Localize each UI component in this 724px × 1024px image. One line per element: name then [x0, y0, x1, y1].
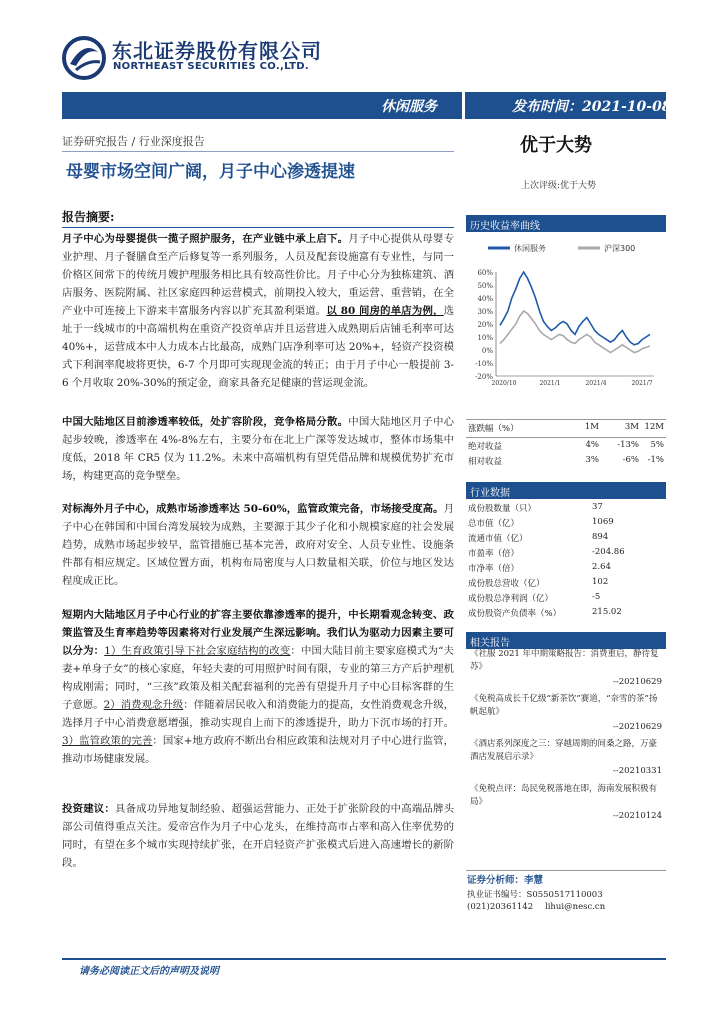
industry-data-label: 成份股资产负债率（%）	[468, 609, 562, 619]
y-tick-label: 50%	[477, 282, 493, 290]
perf-cell: 绝对收益	[468, 442, 503, 452]
x-tick-label: 2021/1	[539, 380, 561, 387]
chart-legend	[488, 243, 635, 253]
perf-cell: -6%	[622, 455, 639, 465]
p2-text: 中国大陆地区月子中心起步较晚，渗透率在 4%-8%左右，主要分布在北上广深等发达城市，整体市场集中度低，2018 年 CR5 仅为 11.2%。未来中高端机构有望凭借品牌和规模优势扩充市场，构建更高的竞争壁垒。	[62, 416, 455, 482]
report-type: 证券研究报告 / 行业深度报告	[62, 135, 205, 148]
perf-header-cell: 1M	[584, 422, 599, 432]
perf-header-cell: 3M	[624, 422, 639, 432]
industry-data-value: 894	[592, 532, 609, 542]
p1-text-b: 选址于一线城市的中高端机构在重资产投资单店并且运营进入成熟期后店铺毛利率可达 40%+，运营成本中人力成本占比最高，成熟门店净利率可达 20%+，轻资产投资模式下利润率爬坡将更快，6-7 个月即可实现现金流的转正；由于月子中心一般提前 3-6 个月收取 20%-30%的预定金，商家具备充足健康的营运现金流。	[62, 305, 454, 389]
industry-data-label: 流通市值（亿）	[468, 534, 528, 544]
perf-cell: -13%	[617, 440, 639, 450]
related-report-date: --20210629	[612, 677, 662, 687]
p4-driver-1: 1）生育政策引导下社会家庭结构的改变	[104, 645, 291, 657]
industry-data-value: 2.64	[592, 562, 611, 572]
industry-data-label: 总市值（亿）	[468, 519, 520, 529]
rating: 优于大势	[520, 135, 592, 156]
y-tick-label: 20%	[477, 321, 493, 329]
publish-date: 发布时间：2021-10-08	[512, 99, 672, 115]
industry-data-label: 市盈率（倍）	[468, 549, 520, 559]
industry-data-label: 成份股总营收（亿）	[468, 579, 545, 589]
perf-cell: 相对收益	[468, 457, 503, 467]
chart-lines	[500, 272, 650, 353]
p1-text-a: 月子中心提供从母婴专业护理、月子餐膳食至产后修复等一系列服务，人员及配套设施富有专业性，与同一价格区间常下的传统月嫂护理服务相比具有较高性价比。月子中心分为独栋建筑、酒店服务、医院附属、社区家庭四种运营模式，前期投入较大，重运营、重营销，在全产业中可连接上下游来丰富服务内容以扩充其盈利渠道。	[62, 233, 455, 317]
p5-lead: 投资建议：	[62, 803, 116, 815]
y-tick-label: 60%	[477, 269, 493, 277]
industry-data-row	[466, 577, 666, 592]
analyst-cert: 执业证书编号：S0550517110003	[467, 890, 603, 900]
perf-header-cell: 12M	[644, 422, 664, 432]
p1-lead: 月子中心为母婴提供一揽子照护服务，在产业链中承上启下。	[62, 233, 349, 245]
analyst-phone: (021)20361142	[467, 902, 534, 912]
industry-data-row	[466, 502, 666, 517]
y-tick-label: 10%	[477, 334, 493, 342]
title-divider	[62, 151, 454, 152]
p4-driver-2: 2）消费观念升级	[103, 699, 184, 711]
p3-lead: 对标海外月子中心，成熟市场渗透率达 50-60%，监管政策完备，市场接受度高。	[62, 503, 444, 515]
y-tick-label: -10%	[475, 360, 493, 368]
legend-label-0: 休闲服务	[514, 244, 546, 253]
industry-data-row	[466, 592, 666, 607]
abstract-paragraph-2	[62, 413, 454, 485]
industry-data-label: 成份股数量（只）	[468, 504, 537, 514]
industry-data-value: 1069	[592, 517, 614, 527]
industry-data-label: 成份股总净利润（亿）	[468, 594, 554, 604]
p4-text-3: ：国家+地方政府不断出台相应政策和法规对月子中心进行监管，推动市场健康发展。	[62, 735, 454, 765]
industry-data-value: 37	[592, 502, 603, 512]
abstract-paragraph-1	[62, 230, 454, 392]
perf-header-row	[466, 422, 666, 437]
y-tick-label: -20%	[475, 373, 493, 381]
industry-data-row	[466, 547, 666, 562]
p4-driver-3: 3）监管政策的完善	[62, 735, 153, 747]
y-tick-label: 30%	[477, 308, 493, 316]
abstract-paragraph-5	[62, 800, 454, 872]
industry-data-row	[466, 607, 666, 622]
chart-section-heading: 历史收益率曲线	[466, 215, 666, 232]
chart-axes	[475, 269, 654, 387]
analyst-divider	[466, 870, 666, 871]
industry-data-value: 102	[592, 577, 609, 587]
company-name-en: NORTHEAST SECURITIES CO.,LTD.	[113, 61, 309, 72]
industry-data-value: -204.86	[592, 547, 625, 557]
related-report-title[interactable]: 《酒店系列深度之三：穿越周期的间桑之路，万豪酒店发展启示录》	[470, 739, 658, 762]
p5-text: 具备成功异地复制经验、超强运营能力、正处于扩张阶段的中高端品牌头部公司值得重点关注。爱帝宫作为月子中心龙头，在维持高市占率和高入住率优势的同时，有望在多个城市实现持续扩张，在开启轻资产扩张模式后进入高速增长的新阶段。	[62, 803, 455, 869]
sector-label: 休闲服务	[381, 99, 437, 115]
y-tick-label: 40%	[477, 295, 493, 303]
x-tick-label: 2020/10	[491, 380, 517, 387]
last-rating: 上次评级:优于大势	[521, 181, 597, 191]
industry-data-heading: 行业数据	[466, 482, 666, 499]
perf-cell: 3%	[585, 455, 599, 465]
perf-header-cell: 涨跌幅（%）	[468, 424, 519, 434]
industry-data-row	[466, 532, 666, 547]
footer-divider	[62, 958, 666, 960]
return-curve-chart	[466, 234, 666, 394]
legend-label-1: 沪深300	[604, 244, 636, 253]
industry-data-row	[466, 562, 666, 577]
company-logo-icon	[62, 36, 106, 80]
p2-lead: 中国大陆地区目前渗透率较低，处扩容阶段，竞争格局分散。	[62, 416, 349, 428]
p4-text-2: ：伴随着居民收入和消费能力的提高，女性消费观念升级，选择月子中心消费意愿增强，推动实现自上而下的渗透提升，助力下沉市场的打开。	[62, 699, 454, 729]
related-reports-heading: 相关报告	[466, 632, 666, 649]
perf-cell: 5%	[650, 440, 664, 450]
company-name-cn: 东北证券股份有限公司	[112, 39, 322, 63]
analyst-email[interactable]: lihui@nesc.cn	[545, 902, 606, 912]
header-divider	[462, 92, 465, 119]
industry-data-value: 215.02	[592, 607, 622, 617]
abstract-paragraph-4	[62, 606, 454, 768]
series-line-0	[500, 272, 650, 345]
abstract-paragraph-3	[62, 500, 454, 590]
perf-cell: -1%	[647, 455, 664, 465]
p4-lead: 短期内大陆地区月子中心行业的扩容主要依靠渗透率的提升，中长期看观念转变、政策监管及生育率趋势等因素将对行业发展产生深远影响。我们认为驱动力因素主要可以分为：	[62, 609, 454, 657]
perf-row	[466, 440, 666, 455]
perf-cell: 4%	[585, 440, 599, 450]
related-report-title[interactable]: 《免税点评：岛民免税落地在即，海南发展积极有局》	[470, 784, 658, 807]
perf-top-line	[466, 419, 666, 420]
p4-text-1: ：中国大陆目前主要家庭模式为“夫妻+单身子女”的核心家庭，年轻夫妻的可用照护时间有限，专业的第三方产后护理机构成刚需；同时，“三孩”政策及相关配套福利的完善有望提升月子中心目标客群的生子意愿。	[62, 645, 455, 711]
related-report-date: --20210124	[612, 811, 662, 821]
series-line-1	[500, 311, 650, 353]
abstract-divider	[62, 227, 454, 228]
p3-text: 月子中心在韩国和中国台湾发展较为成熟，主要源于其少子化和小规模家庭的社会发展趋势，成熟市场起步较早，监管措施已基本完善，政府对安全、人员专业性、设施条件都有相应规定。区域位置方面，机构布局密度与人口数量相关联，价位与地区发达程度成正比。	[62, 503, 454, 587]
related-report-date: --20210331	[612, 766, 662, 776]
p1-underline: 以 80 间房的单店为例，	[326, 305, 444, 317]
industry-data-value: -5	[592, 592, 601, 602]
x-tick-label: 2021/7	[631, 380, 653, 387]
industry-data-row	[466, 517, 666, 532]
related-report-title[interactable]: 《社服 2021 年中期策略报告：消费重启，静待复苏》	[470, 649, 659, 672]
footer-disclaimer: 请务必阅读正文后的声明及说明	[79, 966, 219, 977]
abstract-heading: 报告摘要:	[62, 210, 115, 224]
y-tick-label: 0%	[481, 347, 493, 355]
perf-mid-line	[466, 437, 666, 438]
perf-row	[466, 455, 666, 470]
x-tick-label: 2021/4	[585, 380, 607, 387]
related-report-date: --20210629	[612, 722, 662, 732]
related-report-title[interactable]: 《免税高成长千亿级“新茶饮”赛道，“奈雪的茶”扬帆起航》	[470, 694, 658, 717]
report-title: 母婴市场空间广阔，月子中心渗透提速	[66, 162, 355, 182]
industry-data-label: 市净率（倍）	[468, 564, 520, 574]
analyst-name: 证券分析师：李慧	[467, 875, 544, 886]
